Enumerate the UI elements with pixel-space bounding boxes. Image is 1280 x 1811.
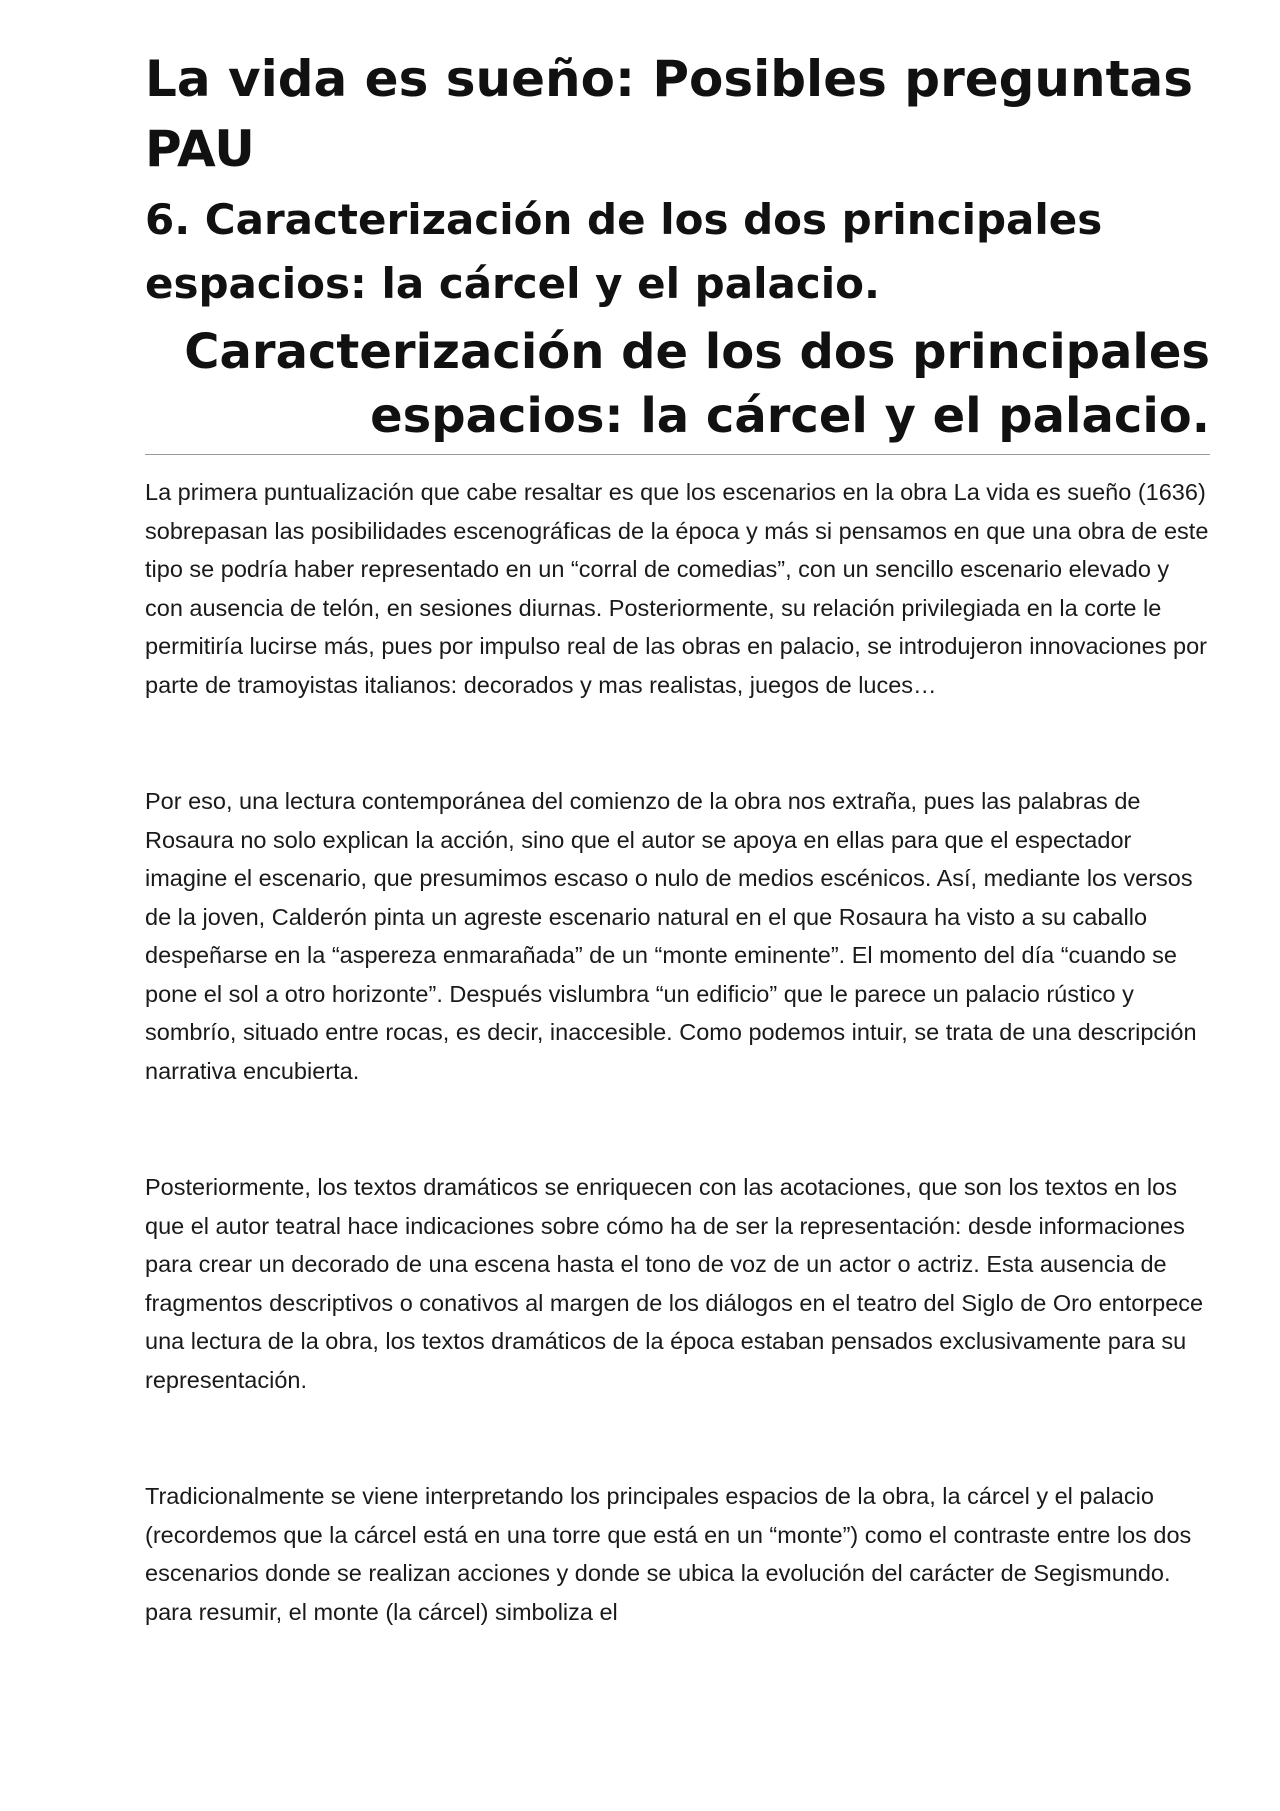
article-heading: Caracterización de los dos principales espacios: la cárcel y el palacio. bbox=[145, 320, 1210, 455]
section-heading: 6. Caracterización de los dos principales espacios: la cárcel y el palacio. bbox=[145, 195, 1103, 308]
page-title: La vida es sueño: Posibles preguntas PAU bbox=[145, 50, 1194, 178]
document-page bbox=[145, 44, 1210, 1631]
article-body bbox=[145, 473, 1210, 1631]
paragraph-1: La primera puntualización que cabe resaltar es que los escenarios en la obra La vida es sueño (1636) sobrepasan las posibilidades escenográficas de la época y más si pensamos en que una obra de este tipo se podría haber representado en un “corral de comedias”, con un sencillo escenario elevado y con ausencia de telón, en sesiones diurnas. Posteriormente, su relación privilegiada en la corte le permitiría lucirse más, pues por impulso real de las obras en palacio, se introdujeron innovaciones por parte de tramoyistas italianos: decorados y mas realistas, juegos de luces… bbox=[145, 479, 1209, 698]
paragraph-4: Tradicionalmente se viene interpretando los principales espacios de la obra, la cárcel y el palacio (recordemos que la cárcel está en una torre que está en un “monte”) como el contraste entre los dos escenarios donde se realizan acciones y donde se ubica la evolución del carácter de Segismundo. para resumir, el monte (la cárcel) simboliza el bbox=[145, 1483, 1192, 1625]
paragraph-2: Por eso, una lectura contemporánea del comienzo de la obra nos extraña, pues las palabras de Rosaura no solo explican la acción, sino que el autor se apoya en ellas para que el espectador imagine el escenario, que presumimos escaso o nulo de medios escénicos. Así, mediante los versos de la joven, Calderón pinta un agreste escenario natural en el que Rosaura ha visto a su caballo despeñarse en la “aspereza enmarañada” de un “monte eminente”. El momento del día “cuando se pone el sol a otro horizonte”. Después vislumbra “un edificio” que le parece un palacio rústico y sombrío, situado entre rocas, es decir, inaccesible. Como podemos intuir, se trata de una descripción narrativa encubierta. bbox=[145, 788, 1197, 1084]
paragraph-3: Posteriormente, los textos dramáticos se enriquecen con las acotaciones, que son los textos en los que el autor teatral hace indicaciones sobre cómo ha de ser la representación: desde informaciones para crear un decorado de una escena hasta el tono de voz de un actor o actriz. Esta ausencia de fragmentos descriptivos o conativos al margen de los diálogos en el teatro del Siglo de Oro entorpece una lectura de la obra, los textos dramáticos de la época estaban pensados exclusivamente para su representación. bbox=[145, 1174, 1204, 1393]
